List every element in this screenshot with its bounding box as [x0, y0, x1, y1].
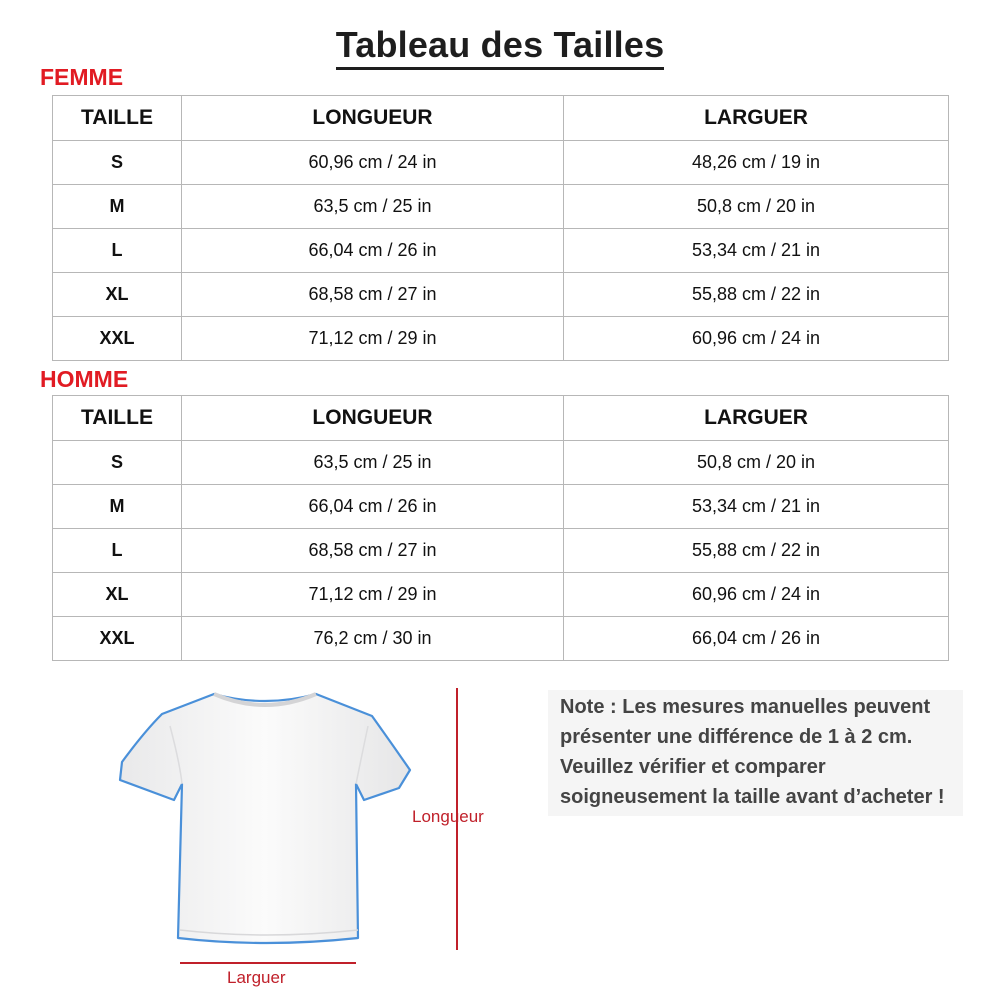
- femme-size-table: [52, 95, 949, 361]
- table-row: [53, 317, 949, 361]
- size-cell: XXL: [53, 617, 182, 661]
- table-row: [53, 529, 949, 573]
- homme-header-row: [53, 396, 949, 441]
- length-cell: 76,2 cm / 30 in: [182, 617, 564, 661]
- length-cell: 63,5 cm / 25 in: [182, 441, 564, 485]
- homme-size-table: [52, 395, 949, 661]
- table-row: [53, 141, 949, 185]
- width-cell: 53,34 cm / 21 in: [564, 485, 949, 529]
- size-cell: S: [53, 441, 182, 485]
- homme-header-length: LONGUEUR: [182, 396, 564, 441]
- note-box: [548, 690, 963, 816]
- size-cell: M: [53, 485, 182, 529]
- page-title: [0, 24, 1000, 70]
- table-row: [53, 185, 949, 229]
- note-label: Note :: [560, 696, 617, 718]
- femme-header-row: [53, 96, 949, 141]
- size-cell: XL: [53, 573, 182, 617]
- width-dimension-line: [180, 962, 356, 964]
- tshirt-icon: [110, 682, 420, 957]
- table-row: [53, 273, 949, 317]
- width-cell: 60,96 cm / 24 in: [564, 573, 949, 617]
- length-label: Longueur: [412, 807, 484, 826]
- width-cell: 48,26 cm / 19 in: [564, 141, 949, 185]
- length-cell: 60,96 cm / 24 in: [182, 141, 564, 185]
- table-row: [53, 229, 949, 273]
- femme-header-width: LARGUER: [564, 96, 949, 141]
- table-row: [53, 573, 949, 617]
- homme-header-width: LARGUER: [564, 396, 949, 441]
- width-label: Larguer: [227, 968, 286, 987]
- size-cell: L: [53, 529, 182, 573]
- table-row: [53, 485, 949, 529]
- width-cell: 66,04 cm / 26 in: [564, 617, 949, 661]
- tshirt-diagram: [110, 682, 420, 957]
- width-cell: 55,88 cm / 22 in: [564, 529, 949, 573]
- size-cell: XXL: [53, 317, 182, 361]
- size-cell: L: [53, 229, 182, 273]
- homme-header-size: TAILLE: [53, 396, 182, 441]
- size-cell: XL: [53, 273, 182, 317]
- width-cell: 50,8 cm / 20 in: [564, 441, 949, 485]
- length-cell: 66,04 cm / 26 in: [182, 485, 564, 529]
- width-cell: 53,34 cm / 21 in: [564, 229, 949, 273]
- length-cell: 71,12 cm / 29 in: [182, 573, 564, 617]
- width-cell: 55,88 cm / 22 in: [564, 273, 949, 317]
- length-cell: 71,12 cm / 29 in: [182, 317, 564, 361]
- femme-section-label: FEMME: [40, 64, 124, 90]
- length-cell: 68,58 cm / 27 in: [182, 273, 564, 317]
- width-cell: 50,8 cm / 20 in: [564, 185, 949, 229]
- length-cell: 68,58 cm / 27 in: [182, 529, 564, 573]
- length-cell: 63,5 cm / 25 in: [182, 185, 564, 229]
- femme-header-length: LONGUEUR: [182, 96, 564, 141]
- width-cell: 60,96 cm / 24 in: [564, 317, 949, 361]
- page-title-text: Tableau des Tailles: [336, 25, 665, 70]
- femme-header-size: TAILLE: [53, 96, 182, 141]
- size-cell: S: [53, 141, 182, 185]
- table-row: [53, 441, 949, 485]
- note-text: Les mesures manuelles peuvent présenter une différence de 1 à 2 cm. Veuillez vérifier et comparer soigneusement la taille avant d’acheter !: [560, 696, 945, 808]
- size-cell: M: [53, 185, 182, 229]
- table-row: [53, 617, 949, 661]
- length-cell: 66,04 cm / 26 in: [182, 229, 564, 273]
- homme-section-label: HOMME: [40, 366, 129, 392]
